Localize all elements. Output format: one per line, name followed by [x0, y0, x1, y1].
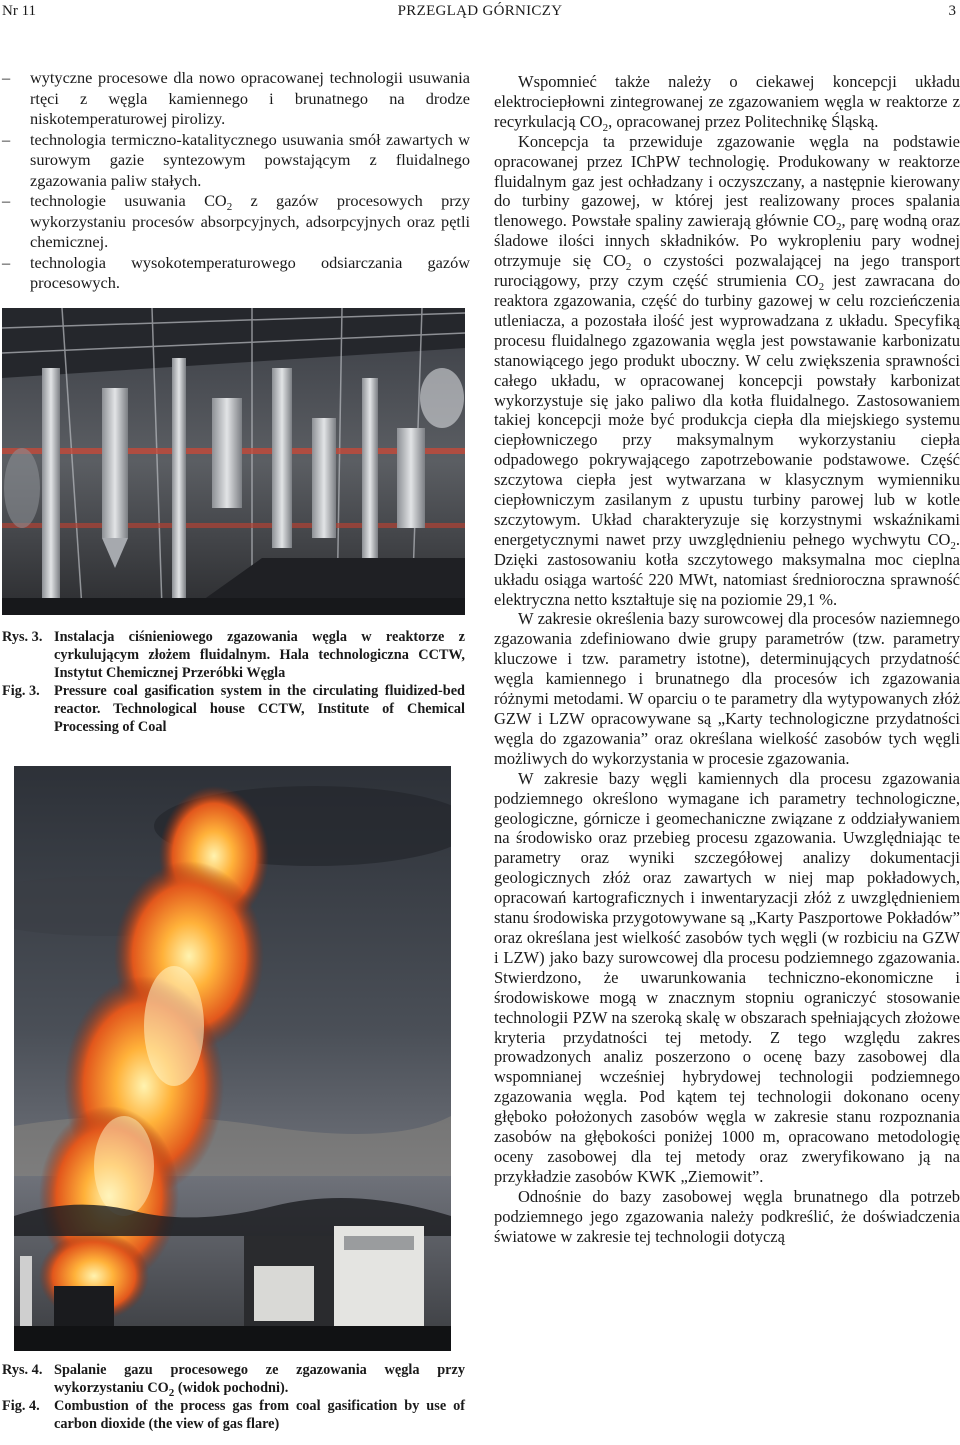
body-paragraph — [494, 609, 960, 768]
subscript: 2 — [818, 281, 825, 294]
right-column — [494, 72, 960, 1246]
paragraph-text: Odnośnie do bazy zasobowej węgla brunatnego dla potrzeb podziemnego jego zgazowania należy podkreślić, że doświadczenia światowe w zakresie tej technologii dotyczą — [494, 1186, 960, 1246]
subscript: 2 — [226, 201, 233, 213]
paragraph-text: Wspomnieć także należy o ciekawej koncepcji układu elektrociepłowni zintegrowanej ze zgazowaniem węgla w reaktorze z recyrkulacją CO — [494, 72, 960, 131]
caption-text: Spalanie gazu procesowego ze zgazowania węgla przy wykorzystaniu CO — [54, 1362, 465, 1396]
body-paragraph — [494, 72, 960, 132]
figure-4-photo — [14, 766, 451, 1351]
subscript: 2 — [168, 1387, 175, 1399]
bullet-item — [0, 253, 470, 294]
left-column — [0, 68, 470, 294]
paragraph-text: Koncepcja ta przewiduje zgazowanie węgla na podstawie opracowanej przez IChPW technologię. Produkowany w reaktorze fluidalnym gaz jest ochładzany i oczyszczany, a następnie kierowany do turbiny gazowej, w której jest realizowany proces spalania tlenowego. Powstałe spaliny zawierają głównie CO — [494, 131, 960, 231]
page-header — [0, 0, 960, 24]
dash-marker: – — [2, 68, 11, 87]
figure-3-photo — [2, 308, 465, 615]
paragraph-text: W zakresie określenia bazy surowcowej dla procesów naziemnego zgazowania zdefiniowano dwie grupy parametrów (tzw. parametry kluczowe i tzw. parametry istotne), determinujących przydatność węgla kamiennego i brunatnego dla procesów ich zgazowania różnymi metodami. W oparciu o te parametry dla wytypowanych złóż GZW i LZW opracowywane są „Karty technologiczne przydatności węgla do zgazowania” oraz określana wielkość zasobów tych węgli możliwych do wykorzystania w procesie zgazowania. — [494, 609, 960, 768]
subscript: 2 — [950, 539, 956, 552]
paragraph-text: , opracowanej przez Politechnikę Śląską. — [608, 111, 879, 131]
caption-label: Fig. 4. — [2, 1398, 40, 1414]
bullet-list — [0, 68, 470, 294]
bullet-text: wytyczne procesowe dla nowo opracowanej technologii usuwania rtęci z węgla kamiennego i brunatnego na drodze niskotemperaturowej pirolizy. — [30, 68, 470, 128]
caption-label: Fig. 3. — [2, 683, 40, 699]
journal-title: PRZEGLĄD GÓRNICZY — [397, 3, 563, 19]
caption-text: (widok pochodni). — [174, 1380, 289, 1396]
caption-text: Combustion of the process gas from coal gasification by use of carbon dioxide (the view of gas flare) — [54, 1398, 465, 1432]
paragraph-text: . Dzięki zastosowaniu kotła szczytowego maksymalna moc cieplna układu osiąga wartość 220 MWt, natomiast średnioroczna sprawność elektryczna netto kształtuje się na poziomie 29,1 %. — [494, 529, 960, 609]
bullet-text: technologia termiczno-katalitycznego usuwania smół zawartych w surowym gazie syntezowym powstającym z fluidalnego zgazowania paliw stałych. — [30, 129, 470, 190]
body-paragraph — [494, 1187, 960, 1247]
paragraph-text: jest zawracana do reaktora zgazowania, część do turbiny gazowej w celu rozcieńczenia utleniacza, a pozostała ilość jest wyprowadzana z układu. Specyfiką procesu fluidalnego zgazowania węgla jest powstawanie karbonizatu stanowiącego jego produkt uboczny. W celu zwiększenia sprawności całego układu, w opracowanej koncepcji powstały karbonizat wykorzystuje się jako paliwo dla kotła fluidalnego. Zastosowaniem takiej koncepcji może być produkcja ciepła dla miejskiego systemu ciepłowniczego przy maksymalnym wykorzystaniu ciepła odpadowego pokrywającego zapotrzebowanie podstawowe. Część szczytowa ciepła jest wytwarzana w klasycznym wymienniku ciepłowniczym zasilanym z upustu turbiny parowej lub w kotle szczytowym. Układ charakteryzuje się korzystnymi wskaźnikami energetycznymi nawet przy uwzględnieniu pełnego wychwytu CO — [494, 271, 960, 549]
figure-4-caption — [2, 1361, 465, 1433]
dash-marker: – — [2, 252, 11, 272]
paragraph-text: o czystości pozwalającej na jego transport rurociągowy, przy czym część strumienia CO — [494, 251, 960, 291]
subscript: 2 — [625, 261, 632, 274]
page-number: 3 — [948, 3, 956, 19]
bullet-text: z gazów procesowych przy wykorzystaniu procesów absorpcyjnych, adsorpcyjnych oraz pętli chemicznej. — [30, 191, 471, 251]
bullet-item — [0, 68, 470, 130]
body-paragraph — [494, 769, 960, 1187]
bullet-text: technologia wysokotemperaturowego odsiarczania gazów procesowych. — [30, 252, 470, 292]
figure-3-caption — [2, 628, 465, 736]
caption-label: Rys. 4. — [2, 1362, 43, 1378]
dash-marker: – — [2, 129, 11, 149]
paragraph-text: , parę wodną oraz śladowe ilości innych składników. Po wykropleniu pary wodnej otrzymuje się CO — [494, 211, 960, 271]
paragraph-text: W zakresie bazy węgli kamiennych dla procesu zgazowania podziemnego określono wymagane ich parametry technologiczne, geologiczne, górnicze i geomechaniczne związane z oddziaływaniem na środowisko oraz przebieg procesu zgazowania. Uwzględniając te parametry oraz wyniki szczegółowej analizy dokumentacji geologicznych złóż oraz zawartych w niej map pokładowych, opracowań kartograficznych i inwentaryzacji złóż z uwzględnieniem stanu środowiska przygotowywane są „Karty Paszportowe Pokładów” oraz określana jest wielkość zasobów tych węgli (w rozbiciu na GZW i LZW) jako bazy surowcowej dla procesu podziemnego zgazowania. Stwierdzono, że uwarunkowania techniczno-ekonomiczne i środowiskowe mogą w znacznym stopniu ograniczyć stosowanie technologii PZW na szeroką skalę w obszarach spełniających złożowe kryteria przydatności tej metody. Z tego względu zakres prowadzonych analiz poszerzono o ocenę bazy zasobowej dla wspomnianej wcześniej hybrydowej technologii podziemnego zgazowania węgla. Pod kątem tej technologii dokonano oceny głęboko położonych zasobów węgla w zakresie stanu rozpoznania zasobów na głębokości poniżej 1000 m, opracowano metodologię oceny zasobowej dla tej metody oraz zweryfikowano ją na przykładzie zasobów KWK „Ziemowit”. — [494, 768, 960, 1186]
bullet-text: technologie usuwania CO — [30, 191, 227, 210]
subscript: 2 — [602, 121, 609, 134]
caption-label: Rys. 3. — [2, 629, 43, 645]
issue-number: Nr 11 — [2, 3, 37, 19]
subscript: 2 — [836, 221, 842, 234]
bullet-item — [0, 191, 470, 253]
caption-text: Pressure coal gasification system in the circulating fluidized-bed reactor. Technological house CCTW, Institute of Chemical Processing of Coal — [54, 683, 465, 735]
dash-marker: – — [2, 191, 11, 210]
body-paragraph — [494, 132, 960, 610]
caption-text: Instalacja ciśnieniowego zgazowania węgla w reaktorze z cyrkulującym złożem fluidalnym. Hala technologiczna CCTW, Instytut Chemicznej Przeróbki Węgla — [54, 629, 465, 681]
bullet-item — [0, 130, 470, 192]
